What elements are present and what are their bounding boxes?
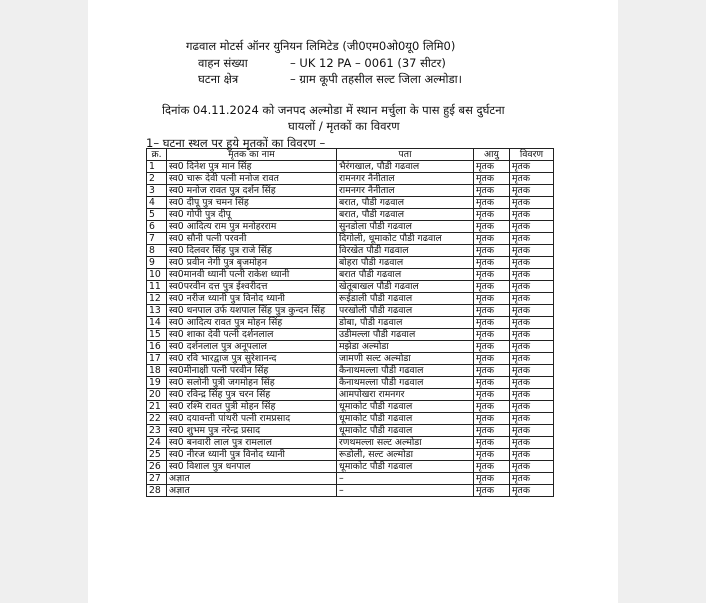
cell-serial: 17: [147, 353, 167, 365]
table-row: [147, 161, 554, 173]
table-row: [147, 365, 554, 377]
cell-serial: 8: [147, 245, 167, 257]
cell-name: स्व0 दर्शनलाल पुत्र अनूपलाल: [167, 341, 337, 353]
cell-serial: 12: [147, 293, 167, 305]
cell-address: बरात, पौडी गढवाल: [337, 209, 474, 221]
cell-details: मृतक: [510, 317, 554, 329]
cell-name: स्व0 विशाल पुत्र धनपाल: [167, 461, 337, 473]
table-row: [147, 185, 554, 197]
table-row: [147, 305, 554, 317]
cell-name: स्व0 रविन्द्र सिंह पुत्र चरन सिंह: [167, 389, 337, 401]
vehicle-number-value: – UK 12 PA – 0061 (37 सीटर): [290, 56, 446, 70]
cell-details: मृतक: [510, 209, 554, 221]
cell-serial: 6: [147, 221, 167, 233]
cell-age: मृतक: [474, 293, 510, 305]
cell-details: मृतक: [510, 449, 554, 461]
cell-name: स्व0 गोपी पुत्र दीपू: [167, 209, 337, 221]
table-row: [147, 437, 554, 449]
cell-address: –: [337, 473, 474, 485]
cell-name: स्व0 सौनी पत्नी परवनी: [167, 233, 337, 245]
cell-address: बरात पौडी गढवाल: [337, 269, 474, 281]
cell-age: मृतक: [474, 197, 510, 209]
cell-serial: 3: [147, 185, 167, 197]
cell-age: मृतक: [474, 257, 510, 269]
cell-name: स्व0 दिलवर सिंह पुत्र राजे सिंह: [167, 245, 337, 257]
cell-address: धूमाकोट पौडी गढवाल: [337, 425, 474, 437]
cell-age: मृतक: [474, 353, 510, 365]
cell-details: मृतक: [510, 245, 554, 257]
cell-details: मृतक: [510, 461, 554, 473]
cell-address: डोबा, पौडी गढवाल: [337, 317, 474, 329]
organization-title: गढवाल मोटर्स ऑनर युनियन लिमिटेड (जी0एम0ओ0यू0 लिमि0): [186, 39, 456, 53]
cell-age: मृतक: [474, 377, 510, 389]
cell-address: –: [337, 485, 474, 497]
cell-address: रूडोली, सल्ट अल्मोडा: [337, 449, 474, 461]
cell-address: परखोली पौडी गढवाल: [337, 305, 474, 317]
cell-serial: 14: [147, 317, 167, 329]
casualty-subtitle: घायलों / मृतकों का विवरण: [288, 119, 400, 133]
cell-details: मृतक: [510, 329, 554, 341]
cell-address: विरखेत पौडी गढवाल: [337, 245, 474, 257]
cell-age: मृतक: [474, 365, 510, 377]
cell-serial: 22: [147, 413, 167, 425]
cell-name: स्व0 आदित्य रावत पुत्र मोहन सिंह: [167, 317, 337, 329]
cell-age: मृतक: [474, 425, 510, 437]
table-row: [147, 389, 554, 401]
table-row: [147, 485, 554, 497]
cell-details: मृतक: [510, 401, 554, 413]
cell-age: मृतक: [474, 209, 510, 221]
incident-area-value: – ग्राम कूपी तहसील सल्ट जिला अल्मोडा।: [290, 72, 462, 86]
cell-serial: 9: [147, 257, 167, 269]
cell-age: मृतक: [474, 413, 510, 425]
cell-name: स्व0 दिनेश पुत्र मान सिंह: [167, 161, 337, 173]
cell-age: मृतक: [474, 221, 510, 233]
cell-address: खेतूबाखल पौडी गढवाल: [337, 281, 474, 293]
cell-name: स्व0 आदित्य राम पुत्र मनोहरराम: [167, 221, 337, 233]
cell-address: रूईडाली पौडी गढवाल: [337, 293, 474, 305]
cell-age: मृतक: [474, 185, 510, 197]
cell-age: मृतक: [474, 245, 510, 257]
cell-serial: 15: [147, 329, 167, 341]
table-row: [147, 401, 554, 413]
cell-name: स्व0 प्रवीन नेगी पुत्र बृजमोहन: [167, 257, 337, 269]
cell-address: रणथमल्ला सल्ट अल्मोडा: [337, 437, 474, 449]
vehicle-number-line: [198, 56, 446, 70]
cell-name: स्व0 सलोनी पुत्री जगमोहन सिंह: [167, 377, 337, 389]
cell-serial: 10: [147, 269, 167, 281]
cell-serial: 16: [147, 341, 167, 353]
cell-serial: 7: [147, 233, 167, 245]
cell-address: मझेडा अल्मोडा: [337, 341, 474, 353]
table-row: [147, 221, 554, 233]
cell-details: मृतक: [510, 269, 554, 281]
cell-serial: 25: [147, 449, 167, 461]
table-row: [147, 317, 554, 329]
cell-details: मृतक: [510, 389, 554, 401]
table-row: [147, 377, 554, 389]
cell-age: मृतक: [474, 389, 510, 401]
cell-age: मृतक: [474, 173, 510, 185]
vehicle-number-label: वाहन संख्या: [198, 56, 248, 70]
cell-name: स्व0 शुभम पुत्र नरेन्द्र प्रसाद: [167, 425, 337, 437]
cell-serial: 21: [147, 401, 167, 413]
cell-details: मृतक: [510, 221, 554, 233]
cell-details: मृतक: [510, 353, 554, 365]
cell-serial: 19: [147, 377, 167, 389]
cell-serial: 11: [147, 281, 167, 293]
cell-address: सुनडोला पौडी गढवाल: [337, 221, 474, 233]
cell-address: धूमाकोट पौडी गढवाल: [337, 461, 474, 473]
cell-name: स्व0मीनाक्षी पत्नी परवीन सिंह: [167, 365, 337, 377]
cell-serial: 18: [147, 365, 167, 377]
cell-name: स्व0 रवि भारद्वाज पुत्र सुरेशानन्द: [167, 353, 337, 365]
cell-address: दिगोली, धूमाकोट पौडी गढवाल: [337, 233, 474, 245]
incident-area-label: घटना क्षेत्र: [198, 72, 239, 86]
cell-age: मृतक: [474, 341, 510, 353]
cell-age: मृतक: [474, 437, 510, 449]
cell-name: स्व0परवीन दत्त पुत्र ईश्वरीदत्त: [167, 281, 337, 293]
cell-name: स्व0 शाका देवी पत्नी दर्शनलाल: [167, 329, 337, 341]
cell-address: रामनगर नैनीताल: [337, 173, 474, 185]
cell-serial: 26: [147, 461, 167, 473]
cell-details: मृतक: [510, 257, 554, 269]
cell-details: मृतक: [510, 173, 554, 185]
table-row: [147, 173, 554, 185]
cell-address: उडीमल्ला पौडी गढवाल: [337, 329, 474, 341]
cell-serial: 24: [147, 437, 167, 449]
document-page: [88, 0, 618, 603]
cell-address: धूमाकोट पौडी गढवाल: [337, 413, 474, 425]
cell-details: मृतक: [510, 233, 554, 245]
cell-details: मृतक: [510, 305, 554, 317]
cell-address: बरात, पौडी गढवाल: [337, 197, 474, 209]
cell-address: भैरंगखाल, पौडी गढवाल: [337, 161, 474, 173]
cell-address: कैनाथमल्ला पौडी गढवाल: [337, 377, 474, 389]
table-row: [147, 425, 554, 437]
cell-details: मृतक: [510, 425, 554, 437]
cell-address: रामनगर नैनीताल: [337, 185, 474, 197]
table-row: [147, 461, 554, 473]
cell-details: मृतक: [510, 377, 554, 389]
cell-serial: 4: [147, 197, 167, 209]
incident-area-line: [198, 72, 462, 86]
cell-age: मृतक: [474, 233, 510, 245]
cell-details: मृतक: [510, 293, 554, 305]
cell-age: मृतक: [474, 305, 510, 317]
cell-details: मृतक: [510, 485, 554, 497]
cell-age: मृतक: [474, 461, 510, 473]
header-address: पता: [337, 149, 474, 161]
table-row: [147, 245, 554, 257]
table-row: [147, 293, 554, 305]
cell-name: स्व0 मनोज रावत पुत्र दर्शन सिंह: [167, 185, 337, 197]
cell-serial: 27: [147, 473, 167, 485]
cell-name: स्व0 चारू देवी पत्नी मनोज रावत: [167, 173, 337, 185]
table-row: [147, 233, 554, 245]
incident-description: दिनांक 04.11.2024 को जनपद अल्मोडा में स्थान मर्चुला के पास हुई बस दुर्घटना: [162, 103, 505, 117]
cell-age: मृतक: [474, 317, 510, 329]
cell-age: मृतक: [474, 449, 510, 461]
cell-details: मृतक: [510, 161, 554, 173]
header-details: विवरण: [510, 149, 554, 161]
cell-serial: 20: [147, 389, 167, 401]
cell-details: मृतक: [510, 197, 554, 209]
table-row: [147, 281, 554, 293]
cell-name: स्व0 दयावन्ती पांथरी पत्नी रामप्रसाद: [167, 413, 337, 425]
cell-address: बोहरा पौडी गढवाल: [337, 257, 474, 269]
cell-details: मृतक: [510, 365, 554, 377]
table-header-row: [147, 149, 554, 161]
cell-serial: 2: [147, 173, 167, 185]
cell-age: मृतक: [474, 401, 510, 413]
table-row: [147, 257, 554, 269]
cell-serial: 13: [147, 305, 167, 317]
table-row: [147, 341, 554, 353]
table-row: [147, 353, 554, 365]
cell-details: मृतक: [510, 437, 554, 449]
cell-age: मृतक: [474, 329, 510, 341]
cell-details: मृतक: [510, 341, 554, 353]
cell-age: मृतक: [474, 281, 510, 293]
cell-name: अज्ञात: [167, 473, 337, 485]
header-name: मृतक का नाम: [167, 149, 337, 161]
header-serial: क्र.: [147, 149, 167, 161]
cell-name: स्व0 बनवारी लाल पुत्र रामलाल: [167, 437, 337, 449]
cell-age: मृतक: [474, 485, 510, 497]
cell-address: आमपोखरा रामनगर: [337, 389, 474, 401]
cell-age: मृतक: [474, 161, 510, 173]
cell-name: अज्ञात: [167, 485, 337, 497]
cell-details: मृतक: [510, 413, 554, 425]
cell-name: स्व0 नीरज ध्यानी पुत्र विनोद ध्यानी: [167, 449, 337, 461]
table-row: [147, 329, 554, 341]
cell-age: मृतक: [474, 473, 510, 485]
cell-name: स्व0 रश्मि रावत पुत्री मोहन सिंह: [167, 401, 337, 413]
cell-address: धूमाकोट पौडी गढवाल: [337, 401, 474, 413]
table-row: [147, 413, 554, 425]
header-age: आयु: [474, 149, 510, 161]
cell-serial: 28: [147, 485, 167, 497]
cell-name: स्व0 दीपू पुत्र चमन सिंह: [167, 197, 337, 209]
table-row: [147, 197, 554, 209]
table-row: [147, 449, 554, 461]
cell-details: मृतक: [510, 185, 554, 197]
cell-serial: 23: [147, 425, 167, 437]
cell-name: स्व0मानवी ध्यानी पत्नी राकेश ध्यानी: [167, 269, 337, 281]
cell-serial: 1: [147, 161, 167, 173]
cell-age: मृतक: [474, 269, 510, 281]
cell-name: स्व0 नरीज ध्यानी पुत्र विनोद ध्यानी: [167, 293, 337, 305]
cell-details: मृतक: [510, 473, 554, 485]
section-heading: 1– घटना स्थल पर हुये मृतकों का विवरण –: [146, 136, 326, 150]
cell-name: स्व0 धनपाल उर्फ यशपाल सिंह पुत्र कुन्दन सिंह: [167, 305, 337, 317]
cell-address: कैनाथमल्ला पौडी गढवाल: [337, 365, 474, 377]
table-row: [147, 473, 554, 485]
table-row: [147, 209, 554, 221]
table-row: [147, 269, 554, 281]
cell-address: जामणी सल्ट अल्मोडा: [337, 353, 474, 365]
casualty-table: [146, 148, 554, 497]
cell-details: मृतक: [510, 281, 554, 293]
cell-serial: 5: [147, 209, 167, 221]
